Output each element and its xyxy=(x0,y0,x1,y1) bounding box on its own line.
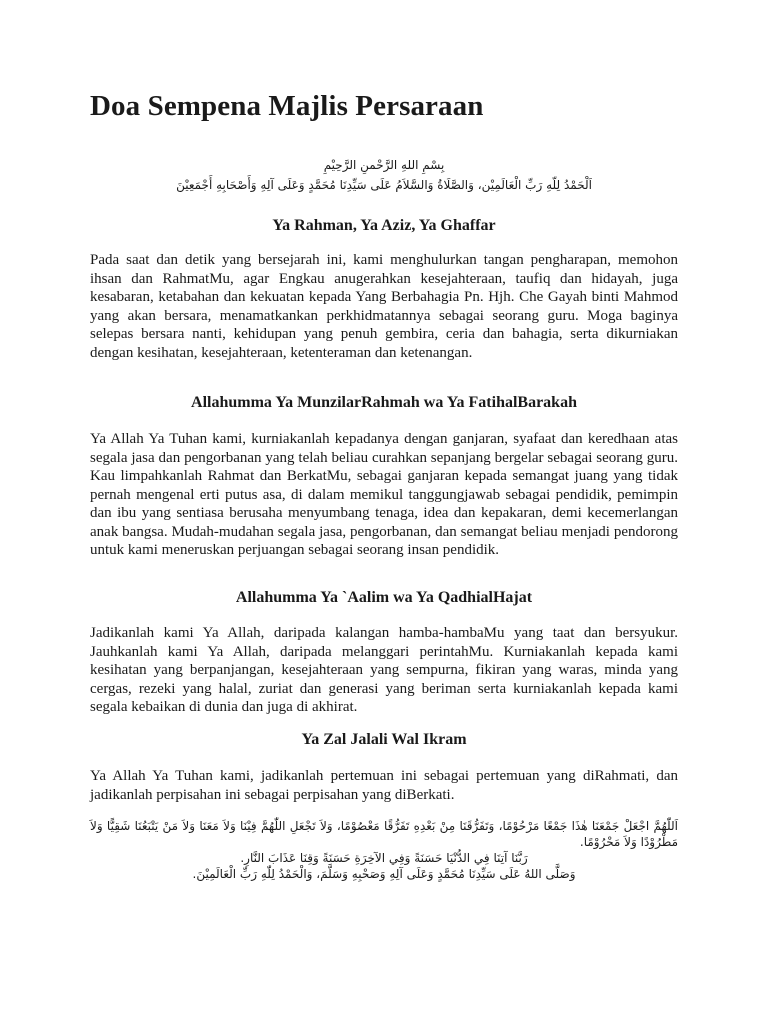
arabic-basmalah: بِسْمِ اللهِ الرَّحْمنِ الرَّحِيْمِ xyxy=(323,158,445,172)
section-body-ya-rahman: Pada saat dan detik yang bersejarah ini, kami menghulurkan tangan pengharapan, memohon ihsan dan RahmatMu, agar Engkau anugerahkan kesejahteraan, taufiq dan hidayah, juga kesabaran, ketabahan dan kekuatan kepada Yang Berbahagia Pn. Hjh. Che Gayah binti Mahmod yang akan bersara, menamatkankan perkhidmatannya sebagai seorang guru. Moga baginya selepas bersara nanti, kehidupan yang penuh gembira, ceria dan bahagia, serta dikurniakan dengan kesihatan, kesejahteraan, ketenteraman dan ketenangan. xyxy=(90,252,678,361)
arabic-closing-line-2: رَبَّنَا آتِنَا فِي الدُّنْيَا حَسَنَةً وَفِي الآخِرَةِ حَسَنَةً وَقِنَا عَذَابَ النَّارِ. xyxy=(240,851,528,865)
page-title: Doa Sempena Majlis Persaraan xyxy=(90,90,484,122)
section-heading-munzilarrahmah: Allahumma Ya MunzilarRahmah wa Ya FatihalBarakah xyxy=(191,394,577,411)
arabic-closing-line-1: اَللّٰهُمَّ اجْعَلْ جَمْعَنَا هٰذَا جَمْعًا مَرْحُوْمًا، وَتَفَرُّقَنَا مِنْ بَعْدِهِ تَفَرُّقًا مَعْصُوْمًا، وَلاَ تَجْعَلِ اللّٰهُمَّ فِيْنَا وَلاَ مَعَنَا وَلاَ مَنْ يَتْبَعُنَا شَقِيًّا وَلاَ مَطْرُوْدًا وَلاَ مَحْرُوْمًا. xyxy=(90,819,678,849)
section-body-aalim: Jadikanlah kami Ya Allah, daripada kalangan hamba-hambaMu yang taat dan bersyukur. Jauhkanlah kami Ya Allah, daripada melanggari perintahMu. Kurniakanlah kepada kami kesihatan yang berpanjangan, kesejahteraan yang sempurna, fikiran yang waras, minda yang cergas, rezeki yang halal, zuriat dan generasi yang beriman serta kurniakanlah kepada kami segala kebaikan di dunia dan juga di akhirat. xyxy=(90,625,678,715)
arabic-closing-prayer xyxy=(90,818,678,882)
section-heading-zal-jalali: Ya Zal Jalali Wal Ikram xyxy=(301,731,467,748)
arabic-closing-line-3: وَصَلَّى اللهُ عَلَى سَيِّدِنَا مُحَمَّدٍ وَعَلَى آلِهِ وَصَحْبِهِ وَسَلَّمَ، وَالْحَمْدُ لِلّٰهِ رَبِّ الْعَالَمِيْنَ. xyxy=(192,867,576,881)
arabic-opening-prayer: اَلْحَمْدُ لِلّهِ رَبِّ الْعَالَمِيْن، وَالصَّلَاةُ وَالسَّلاَمُ عَلَى سَيِّدِنَا مُحَمَّدٍ وَعَلَى آلِهِ وَأَصْحَابِهِ أَجْمَعِيْنَ xyxy=(176,178,592,192)
section-heading-aalim: Allahumma Ya `Aalim wa Ya QadhialHajat xyxy=(235,589,533,606)
section-body-munzilarrahmah: Ya Allah Ya Tuhan kami, kurniakanlah kepadanya dengan ganjaran, syafaat dan keredhaan atas segala jasa dan pengorbanan yang telah beliau curahkan sepanjang bergelar sebagai seorang guru. Kau limpahkanlah Rahmat dan BerkatMu, sebagai ganjaran kepada semangat juang yang tidak pernah mengenal erti putus asa, di dalam memikul tanggungjawab sebagai pendidik, pemimpin dan ibu yang sentiasa berusaha menyumbang tenaga, idea dan kepakaran, demi kecemerlangan anak bangsa. Mudah-mudahan segala jasa, pengorbanan, dan semangat beliau menjadi pendorong untuk kami meneruskan perjuangan sebagai seorang insan pendidik. xyxy=(90,431,678,558)
section-heading-ya-rahman: Ya Rahman, Ya Aziz, Ya Ghaffar xyxy=(272,217,496,234)
section-body-zal-jalali: Ya Allah Ya Tuhan kami, jadikanlah pertemuan ini sebagai pertemuan yang diRahmati, dan jadikanlah perpisahan ini sebagai perpisahan yang diBerkati. xyxy=(90,768,678,803)
